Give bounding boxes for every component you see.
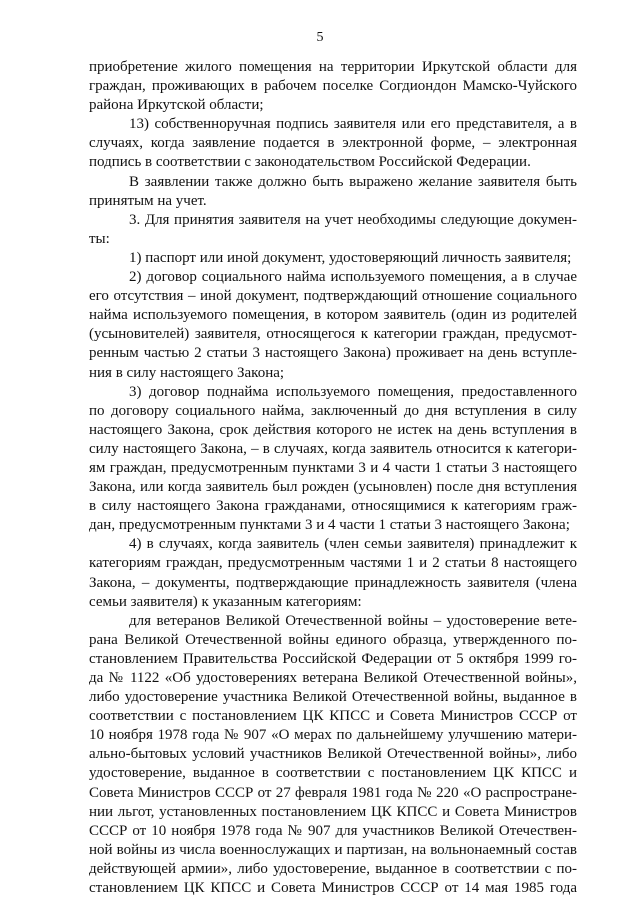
text-line: соответствии с постановлением ЦК КПСС и Совета Министров СССР от	[89, 708, 577, 725]
text-line: случаях, когда заявление подается в электронной форме, – электронная	[89, 135, 577, 152]
text-line: ям граждан, предусмотренным пунктами 3 и 4 части 1 статьи 3 настоящего	[89, 459, 577, 476]
text-line: в силу настоящего Закона гражданами, относящимися к категориям граж-	[89, 498, 577, 515]
text-line: ально-бытовых условий участников Великой Отечественной войны», либо	[89, 746, 577, 763]
text-line: действующей армии», либо удостоверение, выданное в соответствии с по-	[89, 860, 577, 877]
text-line: приобретение жилого помещения на территории Иркутской области для	[89, 59, 577, 75]
text-line: по договору социального найма, заключенный до дня вступления в силу	[89, 402, 577, 419]
text-line: удостоверение, выданное в соответствии с постановлением ЦК КПСС и	[89, 765, 577, 782]
text-line: 4) в случаях, когда заявитель (член семьи заявителя) принадлежит к	[129, 536, 577, 553]
document-body	[89, 58, 577, 898]
text-line: 3. Для принятия заявителя на учет необходимы следующие докумен-	[129, 211, 577, 228]
text-line: ренным частью 2 статьи 3 настоящего Закона) проживает на день вступле-	[89, 345, 577, 362]
text-line: района Иркутской области;	[89, 97, 264, 114]
text-line: становлением ЦК КПСС и Совета Министров СССР от 14 мая 1985 года	[89, 880, 577, 897]
text-line: для ветеранов Великой Отечественной войны – удостоверение вете-	[129, 612, 577, 629]
text-line: СССР от 10 ноября 1978 года № 907 для участников Великой Отечествен-	[89, 822, 577, 839]
text-line: семьи заявителя) к указанным категориям:	[89, 593, 362, 610]
text-line: его отсутствия – иной документ, подтверждающий отношение социального	[89, 288, 577, 305]
text-line: Закона, или когда заявитель был рожден (усыновлен) после дня вступления	[89, 479, 577, 496]
text-line: принятым на учет.	[89, 192, 207, 209]
text-line: категориям граждан, предусмотренным частями 1 и 2 статьи 8 настоящего	[89, 555, 577, 572]
text-line: Закона, – документы, подтверждающие принадлежность заявителя (члена	[89, 574, 577, 591]
text-line: найма используемого помещения, в котором заявитель (один из родителей	[89, 307, 577, 324]
text-line: 2) договор социального найма используемого помещения, а в случае	[129, 269, 577, 286]
text-line: 13) собственноручная подпись заявителя или его представителя, а в	[129, 116, 577, 133]
text-line: нии льгот, установленных постановлением ЦК КПСС и Совета Министров	[89, 803, 577, 820]
text-line: да № 1122 «Об удостоверениях ветерана Великой Отечественной войны»,	[89, 670, 577, 686]
text-line: 1) паспорт или иной документ, удостоверяющий личность заявителя;	[129, 249, 572, 266]
text-line: рана Великой Отечественной войны единого образца, утвержденного по-	[89, 631, 577, 648]
text-line: Совета Министров СССР от 27 февраля 1981 года № 220 «О распростране-	[89, 784, 577, 801]
page-number: 5	[316, 30, 324, 45]
text-line: 3) договор поднайма используемого помещения, предоставленного	[129, 383, 577, 400]
text-line: 10 ноября 1978 года № 907 «О мерах по дальнейшему улучшению матери-	[89, 727, 577, 744]
text-line: граждан, проживающих в рабочем поселке Согдиондон Мамско-Чуйского	[89, 78, 577, 95]
text-line: В заявлении также должно быть выражено желание заявителя быть	[129, 173, 577, 190]
text-line: силу настоящего Закона, – в случаях, когда заявитель относится к категори-	[89, 440, 577, 457]
text-line: подпись в соответствии с законодательством Российской Федерации.	[89, 154, 531, 171]
text-line: ты:	[89, 230, 110, 247]
text-line: настоящего Закона, срок действия которого не истек на день вступления в	[89, 421, 577, 438]
text-line: (усыновителей) заявителя, относящегося к категории граждан, предусмот-	[89, 326, 577, 343]
text-line: становлением Правительства Российской Федерации от 5 октября 1999 го-	[89, 650, 577, 667]
text-line: ния в силу настоящего Закона;	[89, 364, 285, 381]
text-line: дан, предусмотренным пунктами 3 и 4 части 1 статьи 3 настоящего Закона;	[89, 517, 570, 534]
text-line: либо удостоверение участника Великой Отечественной войны, выданное в	[89, 689, 577, 706]
text-line: ной войны из числа военнослужащих и партизан, на вольнонаемный состав	[89, 841, 577, 858]
